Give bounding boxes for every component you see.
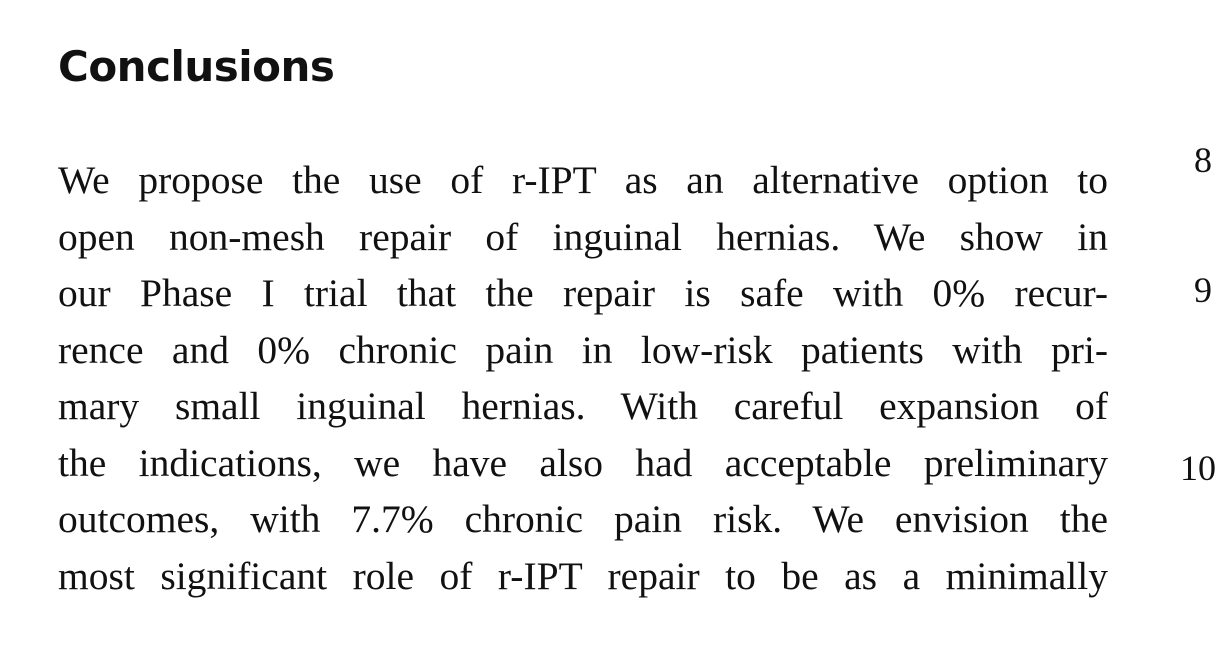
- paragraph-line: our Phase I trial that the repair is safe with 0% recur-: [58, 271, 1108, 315]
- conclusions-paragraph: [58, 152, 1108, 604]
- section-heading: Conclusions: [58, 42, 335, 91]
- margin-line-number: 8: [1194, 140, 1212, 180]
- paragraph-line: outcomes, with 7.7% chronic pain risk. We envision the: [58, 497, 1108, 541]
- paragraph-line: rence and 0% chronic pain in low-risk patients with pri-: [58, 327, 1108, 372]
- margin-line-number: 10: [1180, 448, 1216, 488]
- paragraph-line: most significant role of r-IPT repair to be as a minimally: [58, 553, 1108, 598]
- margin-line-number: 9: [1194, 270, 1212, 310]
- paragraph-line: the indications, we have also had acceptable preliminary: [58, 440, 1108, 485]
- paragraph-line: We propose the use of r-IPT as an alternative option to: [58, 158, 1108, 202]
- paragraph-line: mary small inguinal hernias. With careful expansion of: [58, 384, 1108, 428]
- paragraph-line: open non-mesh repair of inguinal hernias. We show in: [58, 214, 1108, 259]
